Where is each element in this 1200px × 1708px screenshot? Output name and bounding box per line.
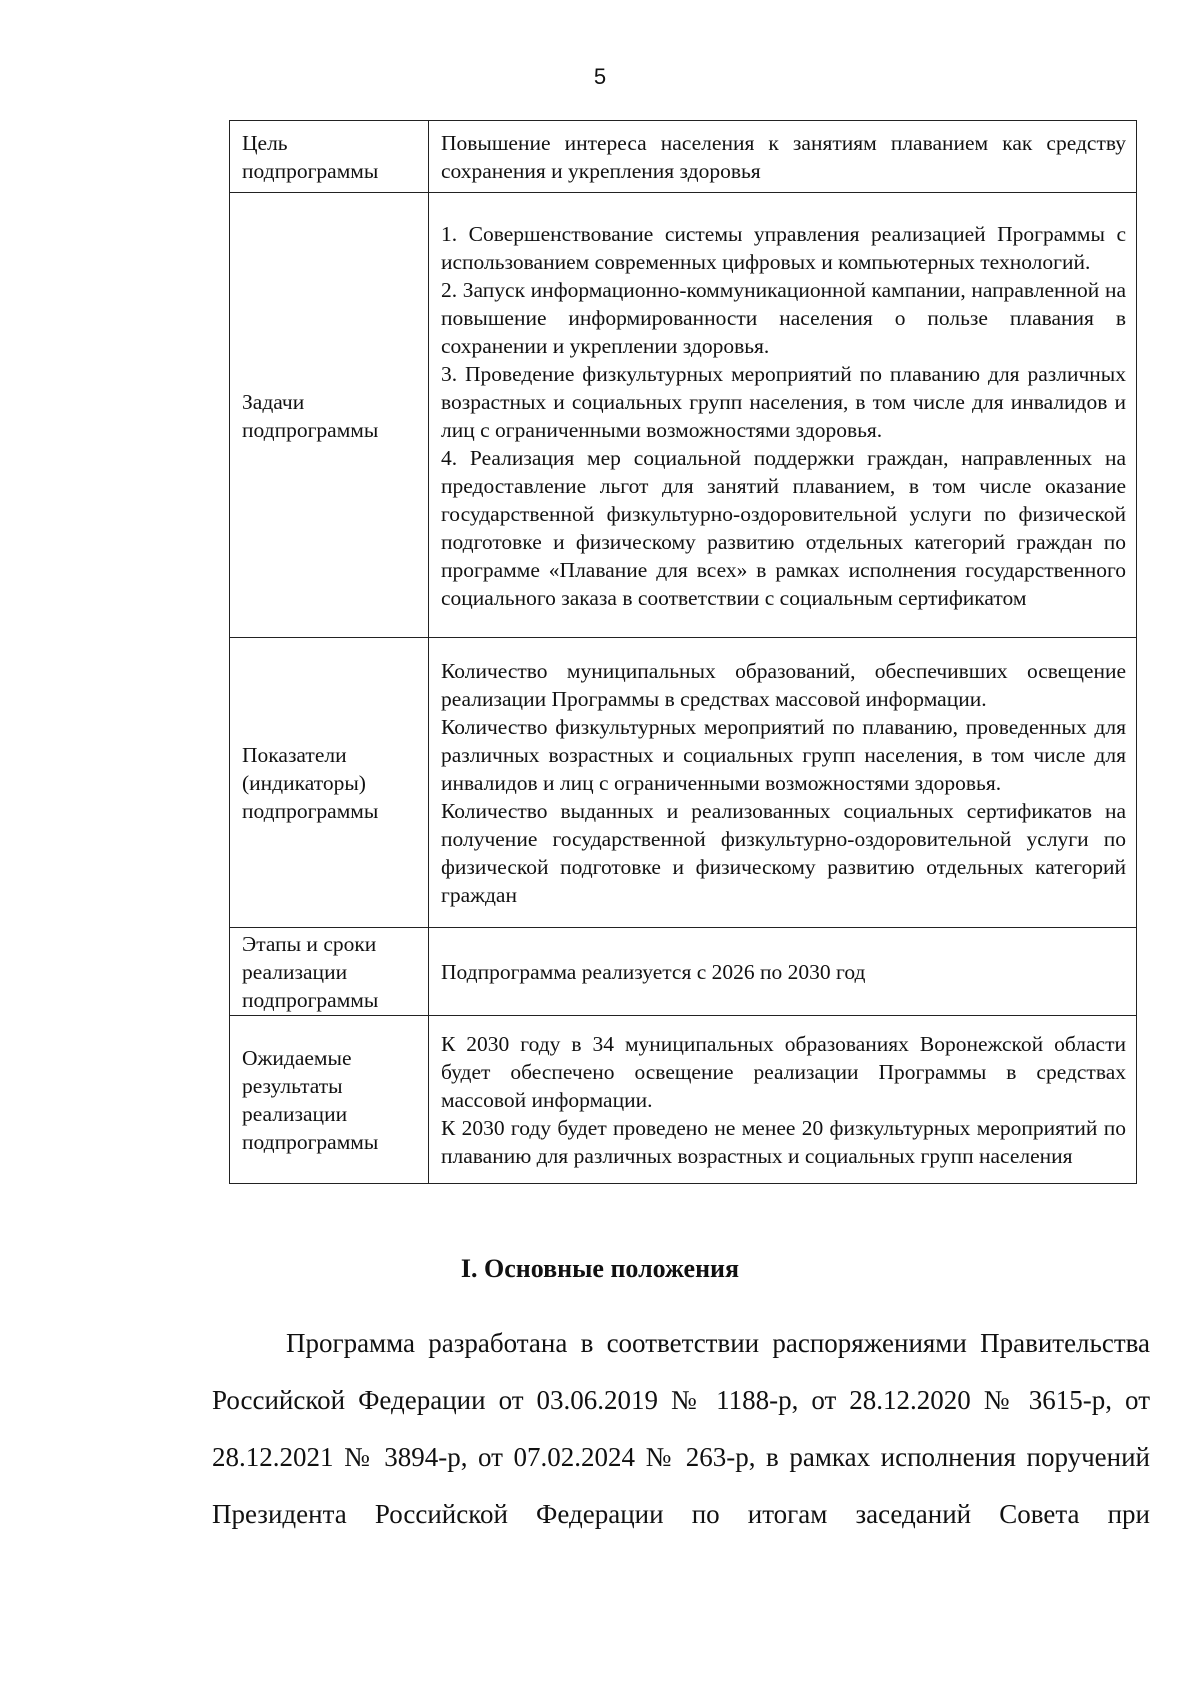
row-value-goal [429, 121, 1137, 193]
section-title: I. Основные положения [460, 1254, 740, 1283]
table-row-results [230, 1016, 1137, 1184]
result-item-1: К 2030 году в 34 муниципальных образованиях Воронежской области будет обеспечено освещение реализации Программы в средствах массовой информации. [441, 1032, 1126, 1112]
row-label-goal: Цель подпрограммы [230, 121, 429, 193]
row-label-stages: Этапы и сроки реализации подпрограммы [230, 928, 429, 1016]
row-value-tasks [429, 193, 1137, 638]
task-item-2: 2. Запуск информационно-коммуникационной кампании, направленной на повышение информированности населения о пользе плавания в сохранении и укреплении здоровья. [441, 277, 1126, 358]
goal-text: Повышение интереса населения к занятиям плаванием как средству сохранения и укрепления здоровья [441, 131, 1126, 183]
table-row-tasks [230, 193, 1137, 638]
row-value-indicators [429, 638, 1137, 928]
indicator-item-3: Количество выданных и реализованных социальных сертификатов на получение государственной физкультурно-оздоровительной услуги по физической подготовке и физическому развитию отдельных категорий граждан [441, 799, 1126, 907]
row-label-tasks: Задачи подпрограммы [230, 193, 429, 638]
row-value-stages [429, 928, 1137, 1016]
task-item-4: 4. Реализация мер социальной поддержки граждан, направленных на предоставление льгот для занятий плаванием, в том числе оказание государственной физкультурно-оздоровительной услуги по физической подготовке и физическому развитию отдельных категорий граждан по программе «Плавание для всех» в рамках исполнения государственного социального заказа в соответствии с социальным сертификатом [441, 445, 1126, 610]
result-item-2: К 2030 году будет проведено не менее 20 физкультурных мероприятий по плаванию для различных возрастных и социальных групп населения [441, 1116, 1126, 1168]
indicator-item-1: Количество муниципальных образований, обеспечивших освещение реализации Программы в средствах массовой информации. [441, 659, 1126, 711]
row-label-results: Ожидаемые результаты реализации подпрограммы [230, 1016, 429, 1184]
row-label-indicators: Показатели (индикаторы) подпрограммы [230, 638, 429, 928]
task-item-1: 1. Совершенствование системы управления реализацией Программы с использованием современных цифровых и компьютерных технологий. [441, 221, 1126, 274]
task-item-3: 3. Проведение физкультурных мероприятий по плаванию для различных возрастных и социальных групп населения, в том числе для инвалидов и лиц с ограниченными возможностями здоровья. [441, 361, 1126, 442]
table-row-stages [230, 928, 1137, 1016]
stages-text: Подпрограмма реализуется с 2026 по 2030 год [441, 960, 866, 984]
row-value-results [429, 1016, 1137, 1184]
page-number: 5 [593, 64, 607, 89]
subprogram-passport-table [229, 120, 1137, 1184]
indicator-item-2: Количество физкультурных мероприятий по плаванию, проведенных для различных возрастных и социальных групп населения, в том числе для инвалидов и лиц с ограниченными возможностями здоровья. [441, 715, 1126, 795]
section-body-text: Программа разработана в соответствии распоряжениями Правительства Российской Федерации от 03.06.2019 № 1188-р, от 28.12.2020 № 3615-р, от 28.12.2021 № 3894-р, от 07.02.2024 № 263-р, в рамках исполнения поручений Президента Российской Федерации по итогам заседаний Совета при [212, 1328, 1150, 1529]
table-row-goal [230, 121, 1137, 193]
table-row-indicators [230, 638, 1137, 928]
